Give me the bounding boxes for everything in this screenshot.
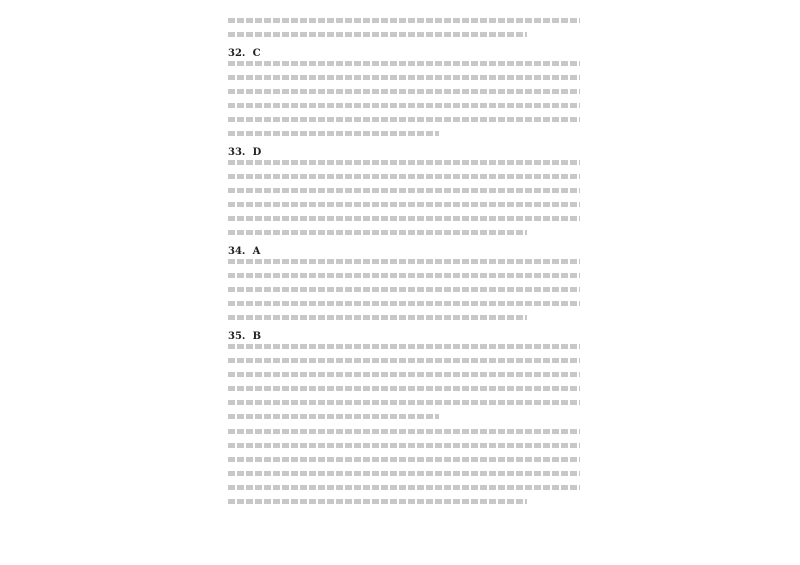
- answer-letter: B: [252, 331, 262, 342]
- answer-33: [228, 146, 580, 235]
- illegible-text-lines: [228, 344, 580, 419]
- answer-header: [228, 245, 580, 259]
- translation-section: [228, 429, 580, 504]
- answer-header: [228, 330, 580, 344]
- illegible-text-lines: [228, 259, 580, 320]
- question-number: 32.: [228, 48, 246, 59]
- answer-header: [228, 47, 580, 61]
- answer-32: [228, 47, 580, 136]
- answer-35: [228, 330, 580, 419]
- illegible-text-lines: [228, 18, 580, 37]
- intro-paragraph: [228, 18, 580, 37]
- answer-letter: C: [252, 48, 261, 59]
- question-number: 35.: [228, 331, 246, 342]
- question-number: 33.: [228, 147, 246, 158]
- answer-34: [228, 245, 580, 320]
- illegible-text-lines: [228, 160, 580, 235]
- answer-header: [228, 146, 580, 160]
- illegible-text-lines: [228, 429, 580, 504]
- answer-letter: D: [252, 147, 262, 158]
- question-number: 34.: [228, 246, 246, 257]
- answer-letter: A: [252, 246, 261, 257]
- illegible-text-lines: [228, 61, 580, 136]
